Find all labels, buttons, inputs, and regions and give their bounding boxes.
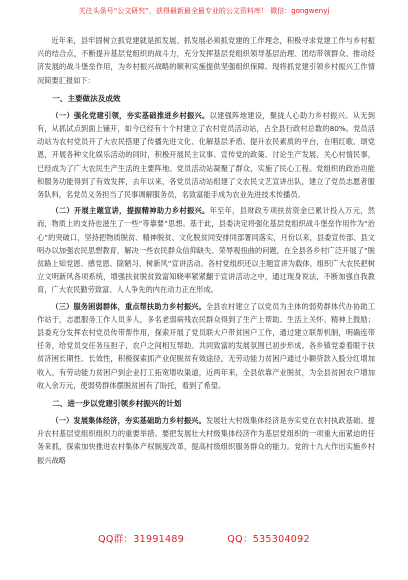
paragraph-lead: （三）服务困弱群体，重点帮扶助力乡村振兴。 (51, 301, 206, 311)
document-body (37, 34, 375, 470)
promo-banner: 关注头条号“公文研究”，获得最新最全最专业的公文资料库！ 微信：gongwenyj (78, 7, 330, 15)
intro-paragraph: 近年来，县牢固树立抓党建就是抓发展、抓发展必须抓党建的工作理念，积极寻求党建工作与乡村振兴的结合点，不断提升基层党组织的战斗力，充分发挥基层党组织领导基层治理、团结带领群众、推动经济发展的战斗堡垒作用，为乡村振兴战略的顺利实施提供坚强组织保障。现将抓党建引领乡村振兴工作情况简要汇报如下： (37, 36, 375, 85)
paragraph-lead: （一）强化党建引领，夯实基础推进乡村振兴。 (51, 110, 210, 120)
paragraph-1-1 (37, 109, 375, 201)
paragraph-1-2 (37, 204, 375, 296)
paragraph-lead: （一）发展集体经济，夯实基础助力乡村振兴。 (51, 416, 206, 426)
paragraph-body: 全县农村建立了以党员为主体的弱势群体代办协助工作站于，志愿服务工作人员多人，多名老弱病残农民群众得到了生产上帮助、生活上关怀、精神上鼓励；县委充分发挥农村党员传带帮作用，探索开展了党员联大户带贫困户工作，通过建立联帮机制，明确连带任务，给党员交任务压担子，农户之间相互帮助、共同致富的发展氛围已初步形成。各乡镇党委着眼于扶贫济困长期性、长效性，积极探索抓产业促脱贫有效途径，无劳动能力贫困户通过小额贷款入股分红增加收入，有劳动能力贫困户到企业打工拓宽增收渠道，近两年来，全县依靠产业脱贫，为全县贫困农户增加收入余万元，使弱势群体摆脱贫困有了盼托，看到了希望。 (37, 301, 375, 390)
section-heading-1: 一、主要做法及成效 (52, 93, 121, 103)
paragraph-body: 年至年，县财政专项扶贫资金已累计投入万元，然而，物质上的支持也滋生了一些“等靠要”思想。基于此，县委决定将强化基层党组织战斗堡垒作用作为“治心”的突破口，坚持把物质脱贫、精神脱贫、文化脱贫同安排同部署同落实，月份以来，县委宣传部、县文明办以加强农民思想教育，解决一些农民群众信仰缺失、荣辱观扭曲的问题，在全县各乡村广泛开展了“脱贫路上知党恩、感党恩、除陋习、树新风”宣讲活动。各村党组织还以主题宣讲为载体，组织广大农民把树立文明新风各项系统，增强扶贫脱贫致富知晓率紧紧翻于宣讲活动之中，通过现身说法，不断加强自我教育，广大农民勤劳致富、人人争先的内在动力正在形成。 (37, 206, 375, 295)
contact-footer (0, 533, 408, 547)
paragraph-lead: （二）开展主题宣讲，提振精神助力乡村振兴。 (51, 206, 210, 216)
paragraph-2-1 (37, 414, 375, 467)
qq-contact-label: QQ：535304092 (227, 534, 310, 545)
paragraph-body: 发展壮大村级集体经济是夯实党在农村执政基础、提升农村基层党组织组织力的重要举措。要把发展壮大村级集体经济作为基层党组织的一项重大而紧迫的任务来抓，探索加快推进农村集体产权制度改革，提高村级组织服务群众的能力。党的十九大作出实施乡村振兴战略 (37, 416, 375, 465)
qq-group-label: QQ群：31991489 (98, 534, 185, 545)
paragraph-body: 以建强阵地建设，聚拢人心助力乡村振兴。从无到有，从抓试点到面上铺开，如今已经有十个村建立了农村党员活动站，占全县行政村总数的80%。党员活动站为农村党员开了大农民搭建了传播先进文化、化解基层矛盾、提升农民素质的平台，在唱红歌、颂党恩，开展各种文化娱乐活动的同时，积极开展民主议事、宣传党的政策、讨论生产发展、关心村情民事，已经成为了广大农民生产生活的主要阵地。党员活动站凝聚了群众，实施了民心工程。党组织的政治功能和服务功能得到了有效发挥，去年以来，各党员活动站组建了文农民文艺宣讲出队，建立了党员志愿者服务队料，名党员义务担当了民事调解服务员，名致富能手成为农业先进技术传播员。 (37, 110, 375, 200)
paragraph-1-3 (37, 300, 375, 392)
section-heading-2: 二、进一步以党建引领乡村振兴的计划 (52, 399, 182, 409)
